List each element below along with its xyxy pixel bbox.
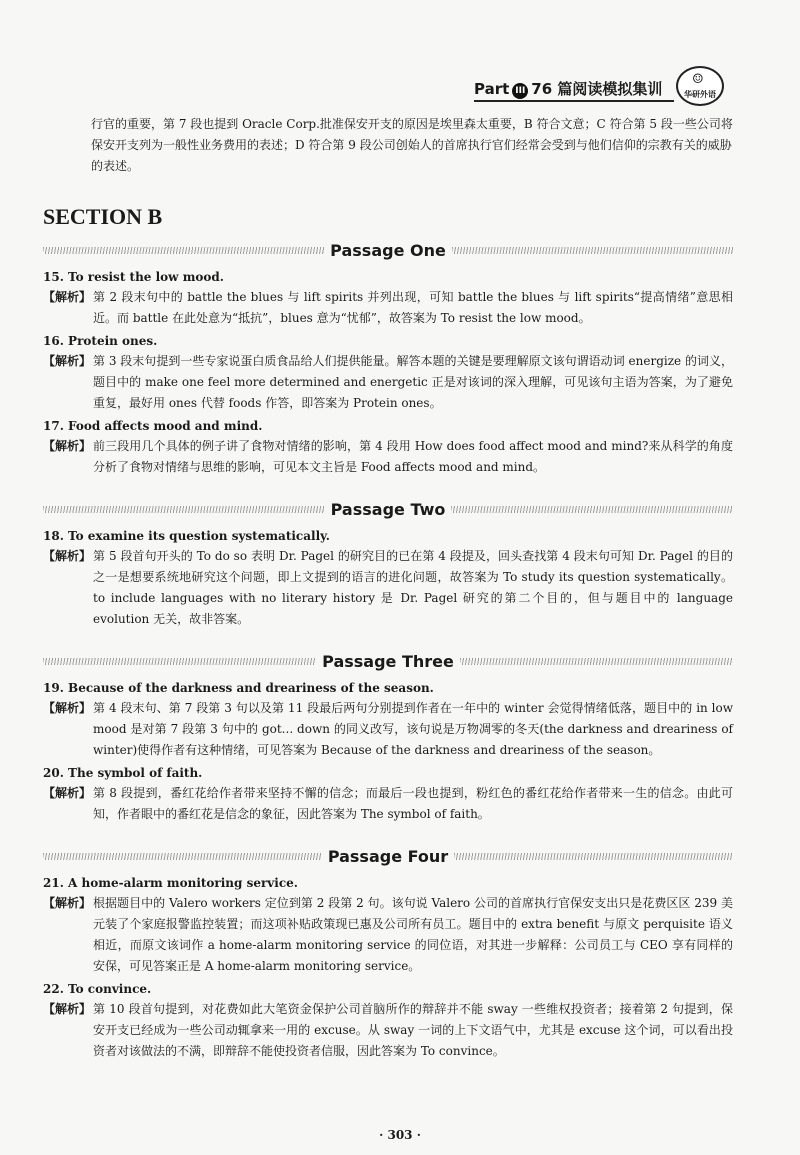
analysis-text: 前三段用几个具体的例子讲了食物对情绪的影响，第 4 段用 How does food affect mood and mind?来从科学的角度分析了食物对情绪与思维的影响，可见本文主旨是 Food affects mood and mind。 xyxy=(93,439,733,474)
frog-icon: ☺ xyxy=(692,72,704,87)
passage-rule xyxy=(43,853,322,860)
analysis-label: 【解析】 xyxy=(43,1002,92,1016)
passage-rule xyxy=(43,247,324,254)
analysis-label: 【解析】 xyxy=(43,290,92,304)
question: 17. Food affects mood and mind. xyxy=(43,419,263,433)
intro-paragraph: 行官的重要，第 7 段也提到 Oracle Corp.批准保安开支的原因是埃里森太重要，B 符合文意；C 符合第 5 段一些公司将保安开支列为一般性业务费用的表述；D 符合第 9 段公司创始人的首席执行官们经常会受到与他们信仰的宗教有关的威胁的表述。 xyxy=(91,117,733,173)
analysis-text: 第 10 段首句提到，对花费如此大笔资金保护公司首脑所作的辩辞并不能 sway 一些维权投资者；接着第 2 句提到，保安开支已经成为一些公司动辄拿来一用的 excuse。从 sway 一词的上下文语气中，尤其是 excuse 这个词，可以看出投资者对该做法的不满，即辩辞不能使投资者信服，因此答案为 To convince。 xyxy=(93,1002,733,1058)
passage-heading xyxy=(43,646,733,676)
analysis-label: 【解析】 xyxy=(43,439,92,453)
analysis xyxy=(43,783,733,825)
passage-title: Passage One xyxy=(330,240,446,260)
passage-title: Passage Three xyxy=(322,651,454,671)
analysis xyxy=(43,436,733,478)
analysis-label: 【解析】 xyxy=(43,549,92,563)
question: 20. The symbol of faith. xyxy=(43,766,203,780)
analysis xyxy=(43,546,733,630)
passage-rule xyxy=(451,506,733,513)
passage-rule xyxy=(452,247,733,254)
passage-heading xyxy=(43,841,733,871)
analysis-text: 第 2 段末句中的 battle the blues 与 lift spirits 并列出现，可知 battle the blues 与 lift spirits“提高情绪”意思相近。而 battle 在此处意为“抵抗”，blues 意为“忧郁”，故答案为 To resist the low mood。 xyxy=(93,290,733,325)
analysis-text: 第 4 段末句、第 7 段第 3 句以及第 11 段最后两句分别提到作者在一年中的 winter 会觉得情绪低落，题目中的 in low mood 是对第 7 段第 3 句中的 got... down 的同义改写，该句说是万物凋零的冬天(the darkness and dreariness of winter)使得作者有这种情绪，可见答案为 Because of the darkness and dreariness of the season。 xyxy=(93,701,733,757)
passage-heading xyxy=(43,494,733,524)
passage-rule xyxy=(43,506,325,513)
analysis xyxy=(43,698,733,761)
passage-title: Passage Four xyxy=(327,846,449,866)
question: 16. Protein ones. xyxy=(43,334,158,348)
analysis xyxy=(43,893,733,977)
part-numeral-badge: III xyxy=(512,83,528,99)
analysis-label: 【解析】 xyxy=(43,896,92,910)
question: 19. Because of the darkness and dreariness of the season. xyxy=(43,681,434,695)
analysis xyxy=(43,351,733,414)
publisher-logo xyxy=(676,66,724,106)
passage-rule xyxy=(460,658,733,665)
analysis-label: 【解析】 xyxy=(43,786,92,800)
section-title: SECTION B xyxy=(43,204,163,229)
analysis xyxy=(43,287,733,329)
passage-heading xyxy=(43,235,733,265)
analysis-label: 【解析】 xyxy=(43,354,92,368)
logo-text: 华研外语 xyxy=(684,90,716,99)
analysis-label: 【解析】 xyxy=(43,701,92,715)
question: 22. To convince. xyxy=(43,982,152,996)
analysis-text: 第 3 段末句提到一些专家说蛋白质食品给人们提供能量。解答本题的关键是要理解原文该句谓语动词 energize 的词义，题目中的 make one feel more determined and energetic 正是对该词的深入理解，可见该句主语为答案，为了避免重复，最好用 ones 代替 foods 作答，即答案为 Protein ones。 xyxy=(93,354,733,410)
passage-rule xyxy=(454,853,733,860)
analysis-text: 根据题目中的 Valero workers 定位到第 2 段第 2 句。该句说 Valero 公司的首席执行官保安支出只是花费区区 239 美元装了个家庭报警监控装置；而这项补贴政策现已惠及公司所有员工。题目中的 extra benefit 与原文 perquisite 语义相近，而原文该词作 a home-alarm monitoring service 的同位语，对其进一步解释：公司员工与 CEO 享有同样的安保，可见答案正是 A home-alarm monitoring service。 xyxy=(93,896,733,973)
part-label: Part xyxy=(474,80,510,98)
passage-title: Passage Two xyxy=(330,499,446,519)
analysis-text: 第 8 段提到，番红花给作者带来坚持不懈的信念；而最后一段也提到，粉红色的番红花给作者带来一生的信念。由此可知，作者眼中的番红花是信念的象征，因此答案为 The symbol of faith。 xyxy=(93,786,733,821)
question: 18. To examine its question systematically. xyxy=(43,529,330,543)
passage-rule xyxy=(43,658,316,665)
analysis xyxy=(43,999,733,1062)
question: 21. A home-alarm monitoring service. xyxy=(43,876,298,890)
header-rule xyxy=(474,100,674,102)
book-title: 76 篇阅读模拟集训 xyxy=(531,80,663,98)
page-header xyxy=(0,66,800,106)
page-number: · 303 · xyxy=(379,1128,421,1142)
running-head xyxy=(474,78,662,99)
question: 15. To resist the low mood. xyxy=(43,270,224,284)
page-content xyxy=(43,114,733,1064)
analysis-text: 第 5 段首句开头的 To do so 表明 Dr. Pagel 的研究目的已在第 4 段提及，回头查找第 4 段末句可知 Dr. Pagel 的目的之一是想要系统地研究这个问题，即上文提到的语言的进化问题，故答案为 To study its question systematically。to include languages with no literary history 是 Dr. Pagel 研究的第二个目的，但与题目中的 language evolution 无关，故非答案。 xyxy=(93,549,733,626)
